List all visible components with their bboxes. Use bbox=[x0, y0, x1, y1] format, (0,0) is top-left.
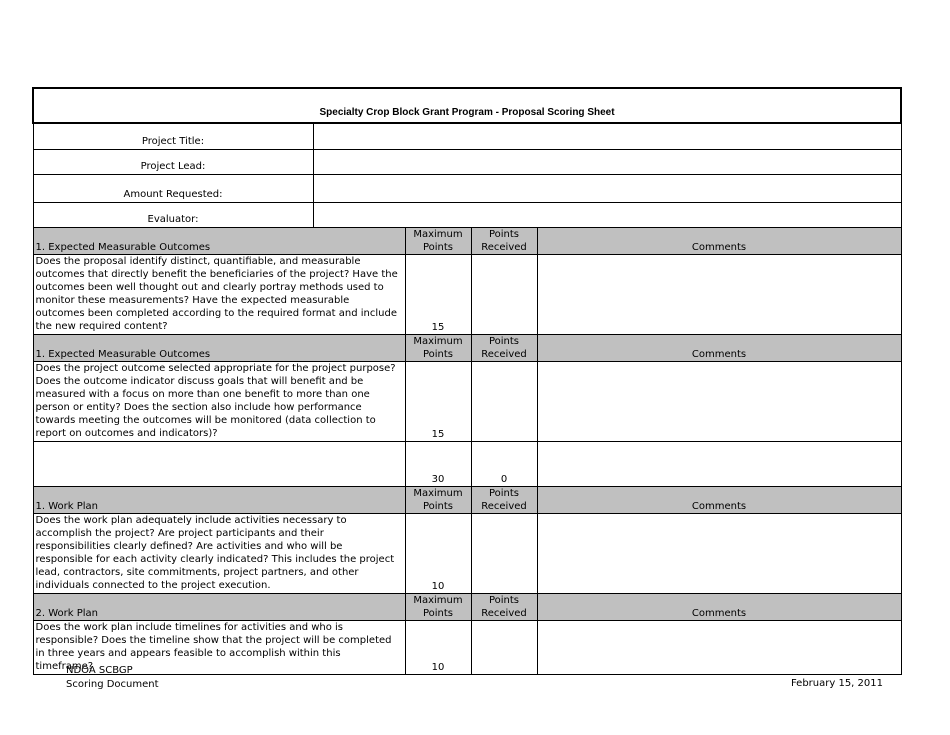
evaluator-label: Evaluator: bbox=[33, 202, 313, 227]
max-points-value: 15 bbox=[405, 254, 471, 334]
comments-field[interactable] bbox=[537, 254, 901, 334]
section-header-row bbox=[33, 486, 901, 513]
subtotal-max-points: 30 bbox=[405, 441, 471, 486]
points-received-header: Points Received bbox=[471, 593, 537, 620]
comments-header: Comments bbox=[537, 486, 901, 513]
max-points-value: 10 bbox=[405, 620, 471, 674]
comments-field[interactable] bbox=[537, 361, 901, 441]
amount-requested-field[interactable] bbox=[313, 174, 901, 202]
max-points-value: 10 bbox=[405, 513, 471, 593]
section-header-row bbox=[33, 334, 901, 361]
sheet-title: Specialty Crop Block Grant Program - Proposal Scoring Sheet bbox=[33, 88, 901, 123]
subtotal-comments bbox=[537, 441, 901, 486]
max-points-value: 15 bbox=[405, 361, 471, 441]
comments-field[interactable] bbox=[537, 513, 901, 593]
section-label: 1. Work Plan bbox=[33, 486, 405, 513]
max-points-header: Maximum Points bbox=[405, 486, 471, 513]
comments-header: Comments bbox=[537, 227, 901, 254]
comments-header: Comments bbox=[537, 593, 901, 620]
max-points-header: Maximum Points bbox=[405, 227, 471, 254]
project-lead-label: Project Lead: bbox=[33, 149, 313, 174]
footer-left bbox=[66, 664, 159, 692]
points-received-header: Points Received bbox=[471, 227, 537, 254]
points-received-field[interactable] bbox=[471, 513, 537, 593]
question-text: Does the project outcome selected appropriate for the project purpose? Does the outcome indicator discuss goals that will benefit and be measured with a focus on more than one benefit to more than one person or entity? Does the section also include how performance towards meeting the outcomes will be monitored (data collection to report on outcomes and indicators)? bbox=[33, 361, 405, 441]
max-points-header: Maximum Points bbox=[405, 593, 471, 620]
question-text: Does the proposal identify distinct, quantifiable, and measurable outcomes that directly benefit the beneficiaries of the project? Have the outcomes been well thought out and clearly portray methods used to monitor these measurements? Have the expected measurable outcomes been completed according to the required format and include the new required content? bbox=[33, 254, 405, 334]
section-label: 1. Expected Measurable Outcomes bbox=[33, 227, 405, 254]
scoring-sheet-table bbox=[32, 87, 902, 675]
project-lead-field[interactable] bbox=[313, 149, 901, 174]
max-points-header: Maximum Points bbox=[405, 334, 471, 361]
subtotal-blank bbox=[33, 441, 405, 486]
points-received-header: Points Received bbox=[471, 334, 537, 361]
points-received-header: Points Received bbox=[471, 486, 537, 513]
question-text: Does the work plan adequately include activities necessary to accomplish the project? Are project participants and their responsibilities clearly defined? Are activities and who will be responsible for each activity clearly indicated? This includes the project lead, contractors, site commitments, project partners, and other individuals connected to the project execution. bbox=[33, 513, 405, 593]
subtotal-points-received: 0 bbox=[471, 441, 537, 486]
points-received-field[interactable] bbox=[471, 620, 537, 674]
footer-date: February 15, 2011 bbox=[790, 678, 883, 689]
points-received-field[interactable] bbox=[471, 361, 537, 441]
project-title-label: Project Title: bbox=[33, 123, 313, 149]
points-received-field[interactable] bbox=[471, 254, 537, 334]
footer-org: NDOA SCBGP bbox=[66, 665, 133, 676]
question-row bbox=[33, 620, 901, 674]
footer-doc: Scoring Document bbox=[66, 679, 159, 690]
subtotal-row bbox=[33, 441, 901, 486]
question-text: Does the work plan include timelines for activities and who is responsible? Does the timeline show that the project will be completed in three years and appears feasible to accomplish within this timeframe? bbox=[33, 620, 405, 674]
section-label: 1. Expected Measurable Outcomes bbox=[33, 334, 405, 361]
section-header-row bbox=[33, 227, 901, 254]
amount-requested-label: Amount Requested: bbox=[33, 174, 313, 202]
section-label: 2. Work Plan bbox=[33, 593, 405, 620]
comments-header: Comments bbox=[537, 334, 901, 361]
question-row bbox=[33, 361, 901, 441]
comments-field[interactable] bbox=[537, 620, 901, 674]
question-row bbox=[33, 513, 901, 593]
question-row bbox=[33, 254, 901, 334]
evaluator-field[interactable] bbox=[313, 202, 901, 227]
section-header-row bbox=[33, 593, 901, 620]
project-title-field[interactable] bbox=[313, 123, 901, 149]
